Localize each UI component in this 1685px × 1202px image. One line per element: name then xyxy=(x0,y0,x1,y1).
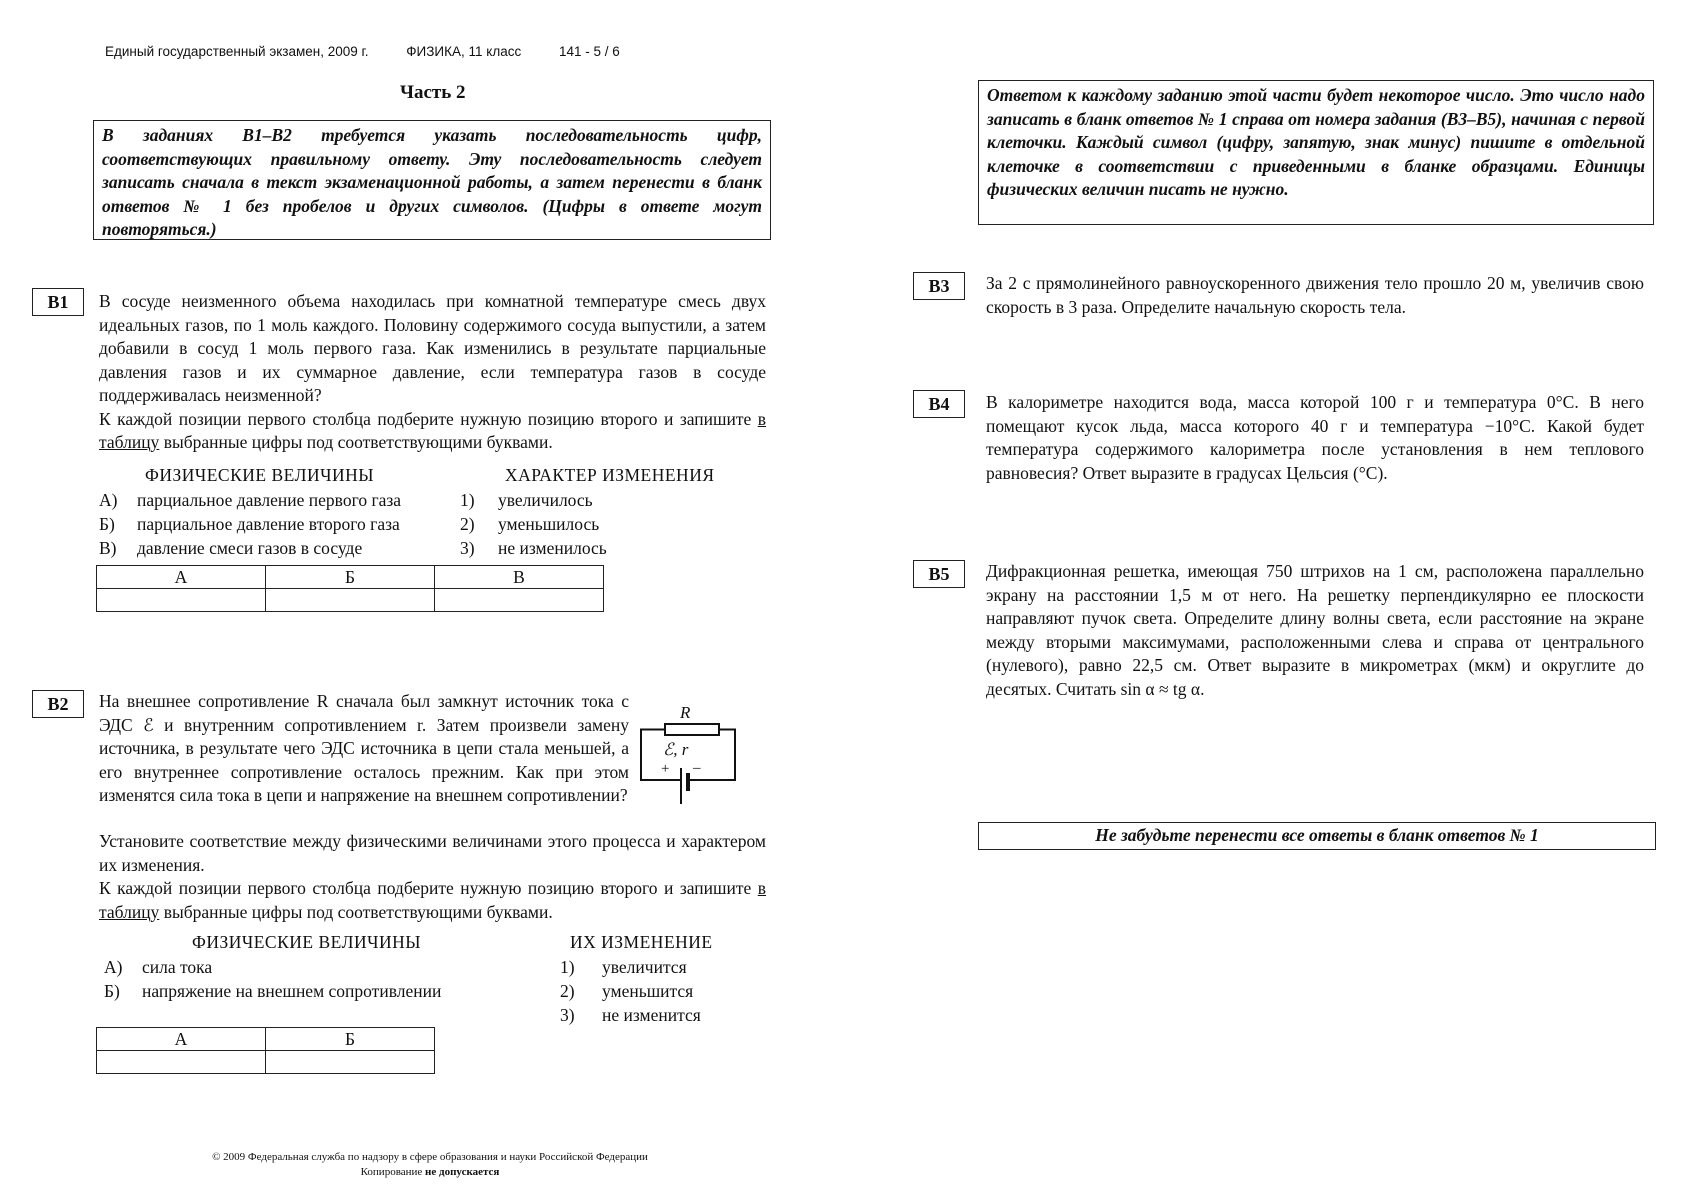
answer-intro-box: Ответом к каждому заданию этой части будет некоторое число. Это число надо записать в бланк ответов № 1 справа от номера задания (В3–В5), начиная с первой клеточки. Каждый символ (цифру, запятую, знак минус) пишите в отдельной клеточке в соответствии с приведенными в бланке образцами. Единицы физических величин писать не нужно. xyxy=(978,80,1654,225)
list-item: Б) парциальное давление второго газа xyxy=(99,514,400,534)
list-item: 3) не изменится xyxy=(560,1005,701,1025)
task-badge-b4: B4 xyxy=(913,390,965,418)
task-b1-instruction: К каждой позиции первого столбца подберите нужную позицию второго и запишите в таблицу выбранные цифры под соответствующими буквами. xyxy=(99,408,766,452)
resistor-label: R xyxy=(680,703,691,722)
copyright-footer xyxy=(160,1150,700,1180)
task-badge-b1: B1 xyxy=(32,288,84,316)
list-item: 2) уменьшилось xyxy=(460,514,600,534)
table-header-v: В xyxy=(435,566,604,589)
b1-left-list xyxy=(99,488,459,560)
task-b1-text: В сосуде неизменного объема находилась при комнатной температуре смесь двух идеальных газов, по 1 моль каждого. Половину содержимого сосуда выпустили, а затем добавили в сосуд 1 моль первого газа. Как изменились в результате парциальные давления газов и их суммарное давление, если температура газов в сосуде поддерживалась неизменной? xyxy=(99,291,766,405)
exam-title: Единый государственный экзамен, 2009 г. xyxy=(105,44,369,59)
answer-cell-b[interactable] xyxy=(266,589,435,612)
task-badge-b5: B5 xyxy=(913,560,965,588)
task-b1 xyxy=(99,290,766,455)
b2-col1-header: ФИЗИЧЕСКИЕ ВЕЛИЧИНЫ xyxy=(192,932,422,952)
task-b2-more xyxy=(99,830,766,924)
copyright-line: © 2009 Федеральная служба по надзору в сфере образования и науки Российской Федерации xyxy=(212,1151,648,1163)
b2-right-list xyxy=(560,955,760,1027)
plus-sign: + xyxy=(661,761,670,777)
list-item: В) давление смеси газов в сосуде xyxy=(99,538,363,558)
table-header-a: А xyxy=(97,566,266,589)
b1-col2-header: ХАРАКТЕР ИЗМЕНЕНИЯ xyxy=(505,465,715,485)
b2-col2-header: ИХ ИЗМЕНЕНИЕ xyxy=(570,932,713,952)
table-header-a: А xyxy=(97,1028,266,1051)
resistor-icon xyxy=(665,724,719,735)
answer-cell-b[interactable] xyxy=(266,1051,435,1074)
task-b4-text: В калориметре находится вода, масса которой 100 г и температура 0°С. В него помещают кусок льда, масса которого 40 г и температура −10°С. Какой будет температура содержимого калориметра после установления в нем теплового равновесия? Ответ выразите в градусах Цельсия (°С). xyxy=(986,392,1644,483)
b1-right-list xyxy=(460,488,680,560)
b2-answer-table xyxy=(96,1027,435,1074)
answer-cell-a[interactable] xyxy=(97,1051,266,1074)
task-b2-text: На внешнее сопротивление R сначала был замкнут источник тока с ЭДС ℰ и внутренним сопротивлением r. Затем произвели замену источника, в результате чего ЭДС источника в цепи стала меньшей, а его внутреннее сопротивление осталось прежним. Как при этом изменятся сила тока в цепи и напряжение на внешнем сопротивлении? xyxy=(99,691,629,805)
b2-left-list xyxy=(104,955,534,1003)
task-b3-text: За 2 с прямолинейного равноускоренного движения тело прошло 20 м, увеличив свою скорость в 3 раза. Определите начальную скорость тела. xyxy=(986,273,1644,317)
page-header xyxy=(105,44,654,59)
list-item: 1) увеличилось xyxy=(460,490,593,510)
task-b2-text2: Установите соответствие между физическими величинами этого процесса и характером их изменения. xyxy=(99,831,766,875)
answer-cell-a[interactable] xyxy=(97,589,266,612)
table-header-b: Б xyxy=(266,566,435,589)
list-item: А) сила тока xyxy=(104,957,213,977)
list-item: 1) увеличится xyxy=(560,957,687,977)
part-title: Часть 2 xyxy=(400,82,466,103)
task-b5-text: Дифракционная решетка, имеющая 750 штрихов на 1 см, расположена параллельно экрану на расстоянии 1,5 м от него. На решетку перпендикулярно ее плоскости направляют пучок света. Определите длину волны света, если расстояние на экране между вторыми максимумами, расположенными слева и справа от центрального (нулевого), равно 22,5 см. Ответ выразите в микрометрах (мкм) и округлите до десятых. Считать sin α ≈ tg α. xyxy=(986,561,1644,699)
reminder-box: Не забудьте перенести все ответы в бланк ответов № 1 xyxy=(978,822,1656,850)
list-item: 2) уменьшится xyxy=(560,981,694,1001)
source-label: ℰ, r xyxy=(663,740,689,759)
circuit-diagram xyxy=(635,700,747,808)
b1-answer-table xyxy=(96,565,604,612)
table-header-b: Б xyxy=(266,1028,435,1051)
list-item: Б) напряжение на внешнем сопротивлении xyxy=(104,981,442,1001)
table-link: в таблицу xyxy=(99,408,766,452)
task-b2-instruction: К каждой позиции первого столбца подберите нужную позицию второго и запишите в таблицу выбранные цифры под соответствующими буквами. xyxy=(99,878,766,922)
task-badge-b3: B3 xyxy=(913,272,965,300)
table-link: в таблицу xyxy=(99,878,766,922)
b1-col1-header: ФИЗИЧЕСКИЕ ВЕЛИЧИНЫ xyxy=(145,465,375,485)
subject-title: ФИЗИКА, 11 класс xyxy=(406,44,522,59)
minus-sign: – xyxy=(693,760,701,776)
part-intro-box: В заданиях В1–В2 требуется указать последовательность цифр, соответствующих правильному ответу. Эту последовательность следует записать сначала в текст экзаменационной работы, а затем перенести в бланк ответов № 1 без пробелов и других символов. (Цифры в ответе могут повторяться.) xyxy=(93,120,771,240)
task-badge-b2: B2 xyxy=(32,690,84,718)
battery-plate-short-icon xyxy=(686,773,690,791)
list-item: 3) не изменилось xyxy=(460,538,607,558)
page-number: 141 - 5 / 6 xyxy=(558,44,620,59)
copy-notice: Копирование не допускается xyxy=(360,1166,500,1178)
list-item: А) парциальное давление первого газа xyxy=(99,490,402,510)
answer-cell-v[interactable] xyxy=(435,589,604,612)
